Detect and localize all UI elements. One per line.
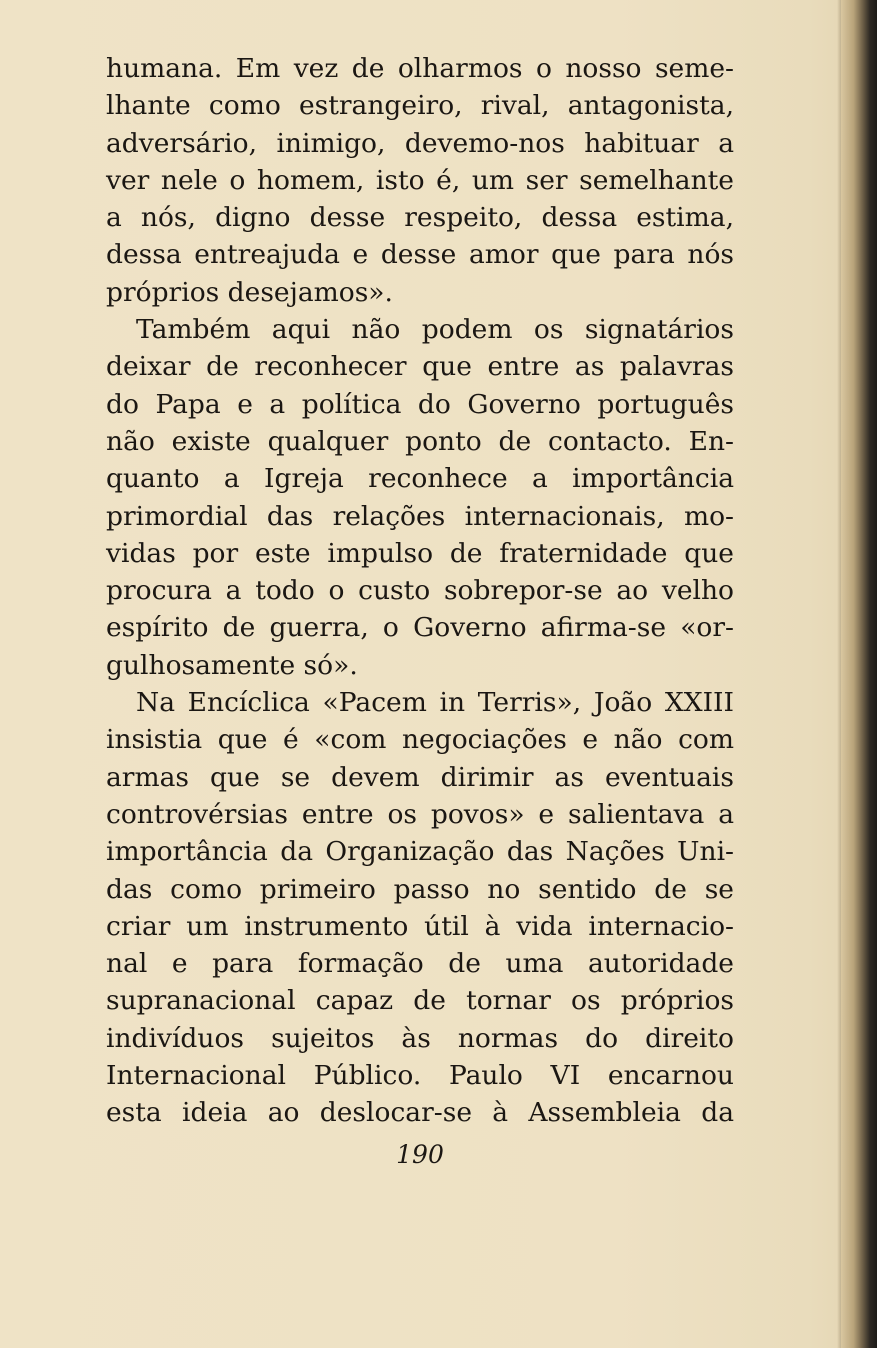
text-line: não existe qualquer ponto de contacto. En- xyxy=(106,425,734,457)
text-line: supranacional capaz de tornar os próprios xyxy=(106,985,734,1017)
book-spine xyxy=(841,0,877,1348)
text-line: primordial das relações internacionais, mo- xyxy=(106,500,734,532)
text-line: armas que se devem dirimir as eventuais xyxy=(106,761,734,793)
text-line: gulhosamente só». xyxy=(106,649,358,681)
text-line: procura a todo o custo sobrepor-se ao velho xyxy=(106,575,734,607)
text-line: vidas por este impulso de fraternidade que xyxy=(106,537,734,569)
text-line: adversário, inimigo, devemo-nos habituar a xyxy=(106,127,734,159)
text-line: Internacional Público. Paulo VI encarnou xyxy=(106,1060,734,1092)
paragraph-1 xyxy=(106,50,734,311)
text-line: quanto a Igreja reconhece a importância xyxy=(106,463,734,495)
paragraph-3 xyxy=(106,684,734,1132)
text-line: lhante como estrangeiro, rival, antagonista, xyxy=(106,90,734,122)
text-line: controvérsias entre os povos» e salientava a xyxy=(106,798,734,830)
text-line: indivíduos sujeitos às normas do direito xyxy=(106,1022,734,1054)
text-line: próprios desejamos». xyxy=(106,276,393,308)
text-line: insistia que é «com negociações e não com xyxy=(106,724,734,756)
text-line: das como primeiro passo no sentido de se xyxy=(106,873,734,905)
text-line: a nós, digno desse respeito, dessa estima, xyxy=(106,202,734,234)
body-text xyxy=(106,50,734,1132)
text-line: Na Encíclica «Pacem in Terris», João XXIII xyxy=(136,687,734,719)
text-line: importância da Organização das Nações Uni- xyxy=(106,836,734,868)
text-line: criar um instrumento útil à vida internacio- xyxy=(106,910,734,942)
paragraph-2 xyxy=(106,311,734,684)
text-line: deixar de reconhecer que entre as palavras xyxy=(106,351,734,383)
text-line: espírito de guerra, o Governo afirma-se «or- xyxy=(106,612,734,644)
text-line: Também aqui não podem os signatários xyxy=(136,314,734,346)
text-line: dessa entreajuda e desse amor que para nós xyxy=(106,239,734,271)
text-line: humana. Em vez de olharmos o nosso seme- xyxy=(106,53,734,84)
page-number: 190 xyxy=(396,1140,444,1169)
text-line: nal e para formação de uma autoridade xyxy=(106,948,734,980)
text-line: esta ideia ao deslocar-se à Assembleia da xyxy=(106,1097,734,1129)
text-line: do Papa e a política do Governo português xyxy=(106,388,734,420)
text-line: ver nele o homem, isto é, um ser semelhante xyxy=(106,164,734,196)
